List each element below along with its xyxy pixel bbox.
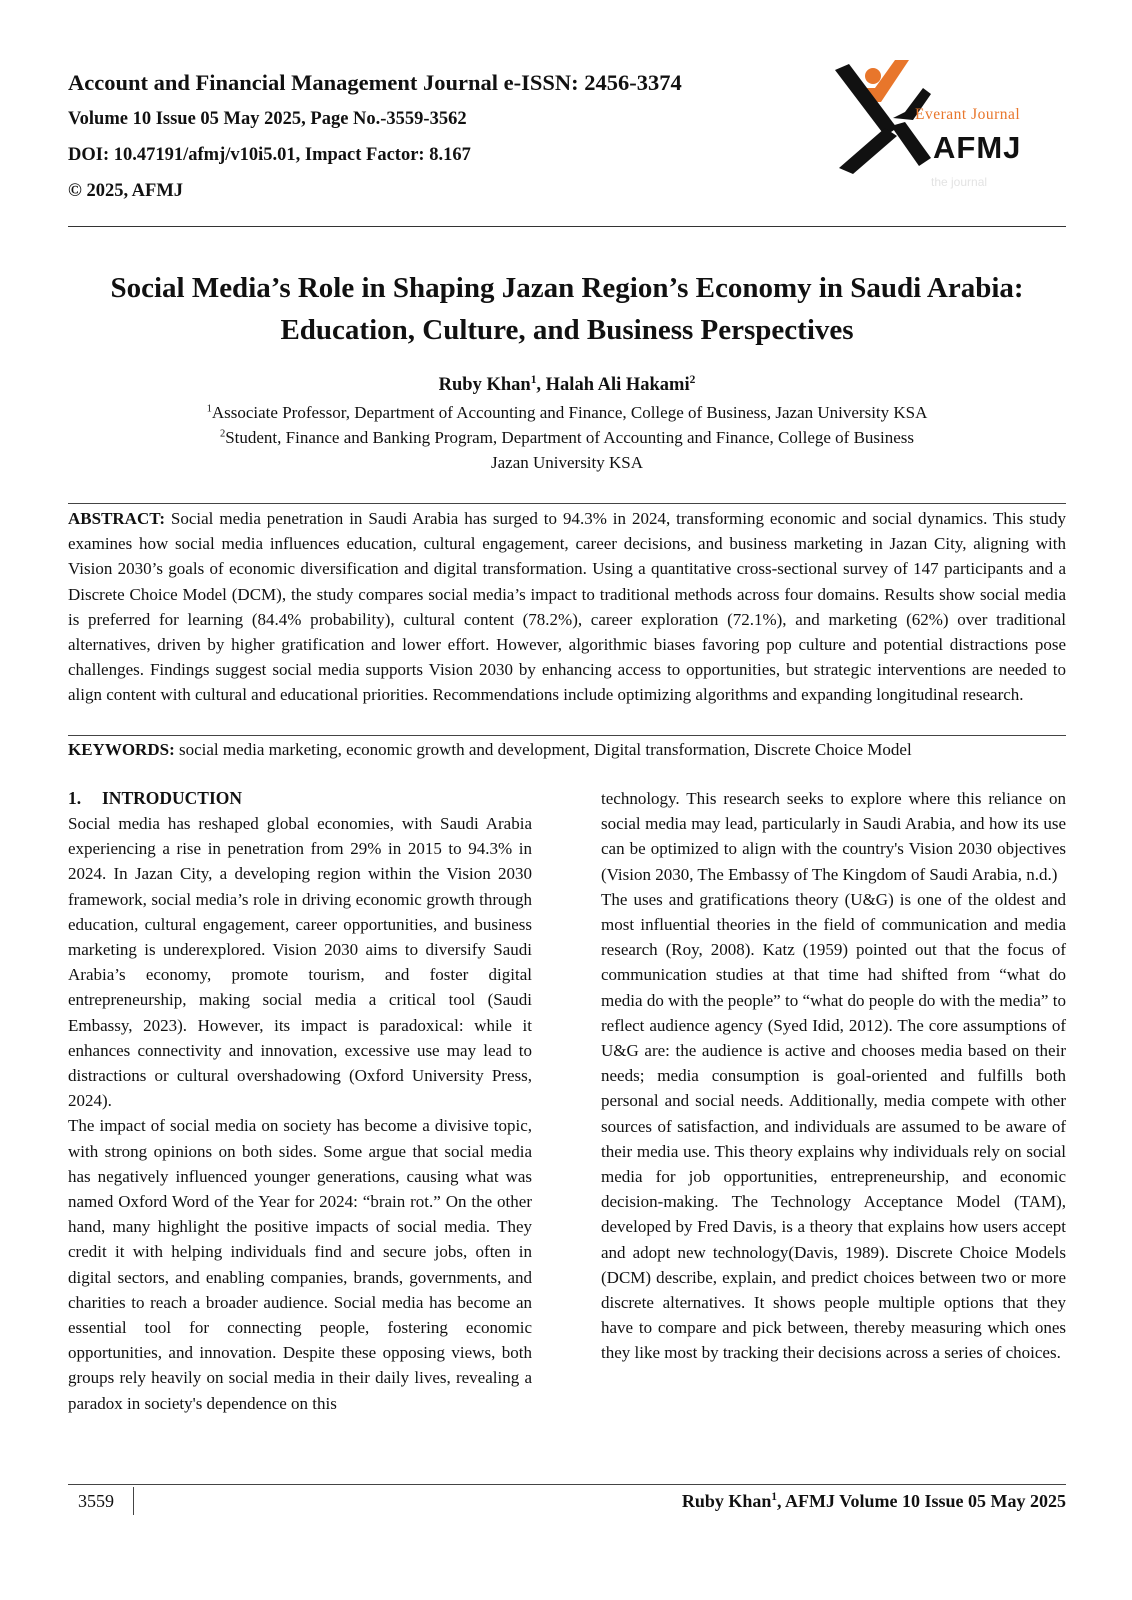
- journal-header: [68, 68, 788, 204]
- abstract-text: Social media penetration in Saudi Arabia has surged to 94.3% in 2024, transforming economic and social dynamics. This study examines how social media influences education, cultural engagement, career decisions, and business marketing in Jazan City, aligning with Vision 2030’s goals of economic diversification and digital transformation. Using a quantitative cross-sectional survey of 147 participants and a Discrete Choice Model (DCM), the study compares social media’s impact to traditional methods across four domains. Results show social media is preferred for learning (84.4% probability), cultural content (78.2%), career exploration (72.1%), and marketing (62%) over traditional alternatives, driven by higher gratification and lower effort. However, algorithmic biases favoring pop culture and potential distractions pose challenges. Findings suggest social media supports Vision 2030 by enhancing access to opportunities, but strategic interventions are needed to align content with cultural and educational priorities. Recommendations include optimizing algorithms and expanding longitudinal research.: [68, 509, 1066, 705]
- title-line-2: Education, Culture, and Business Perspectives: [280, 314, 854, 346]
- page-number-separator: [133, 1487, 134, 1515]
- keywords: [68, 737, 1066, 762]
- author-separator: ,: [536, 375, 546, 395]
- keywords-text: social media marketing, economic growth and development, Digital transformation, Discrete Choice Model: [174, 740, 912, 759]
- intro-paragraph-3: The uses and gratifications theory (U&G) is one of the oldest and most influential theories in the field of communication and media research (Roy, 2008). Katz (1959) pointed out that the focus of communication studies at that time had shifted from “what do media do with the people” to “what do people do with the media” to reflect audience agency (Syed Idid, 2012). The core assumptions of U&G are: the audience is active and chooses media based on their needs; media consumption is goal-oriented and fulfills both personal and social needs. Additionally, media compete with other sources of satisfaction, and individuals are assumed to be aware of their media use. This theory explains why individuals rely on social media for job opportunities, entrepreneurship, and economic decision-making. The Technology Acceptance Model (TAM), developed by Fred Davis, is a theory that explains how users accept and adopt new technology(Davis, 1989). Discrete Choice Models (DCM) describe, explain, and predict choices between two or more discrete alternatives. It shows people multiple options that they have to compare and pick between, thereby measuring which ones they like most by tracking their decisions across a series of choices.: [601, 889, 1066, 1363]
- author-1-sup: 1: [530, 373, 537, 386]
- affiliation-1: [68, 401, 1066, 425]
- author-2: Halah Ali Hakami: [545, 375, 690, 395]
- svg-text:the journal: the journal: [931, 175, 988, 189]
- footer-journal: , AFMJ Volume 10 Issue 05 May 2025: [776, 1491, 1066, 1511]
- volume-line: Volume 10 Issue 05 May 2025, Page No.-3559-3562: [68, 109, 467, 129]
- running-footer: [682, 1488, 1066, 1514]
- author-list: [68, 373, 1066, 397]
- author-1: Ruby Khan: [438, 375, 531, 395]
- journal-title-line: Account and Financial Management Journal e-ISSN: 2456-3374: [68, 70, 682, 95]
- abstract-bottom-rule: [68, 735, 1066, 736]
- doi-line: DOI: 10.47191/afmj/v10i5.01, Impact Factor: 8.167: [68, 145, 471, 165]
- logo-brand-text: Everant Journal: [915, 106, 1021, 123]
- footer-author-sup: 1: [771, 1491, 777, 1503]
- header-divider: [68, 226, 1066, 227]
- footer-author: Ruby Khan: [681, 1491, 772, 1511]
- abstract-label: ABSTRACT:: [68, 509, 165, 528]
- right-column: [601, 786, 1066, 1366]
- page-number: 3559: [78, 1491, 114, 1511]
- footer-divider: [68, 1484, 1066, 1485]
- intro-paragraph-1: Social media has reshaped global economies, with Saudi Arabia experiencing a rise in penetration from 29% in 2015 to 94.3% in 2024. In Jazan City, a developing region within the Vision 2030 framework, social media’s role in driving economic growth through education, cultural engagement, career opportunities, and business marketing is underexplored. Vision 2030 aims to diversify Saudi Arabia’s economy, promote tourism, and foster digital entrepreneurship, making social media a critical tool (Saudi Embassy, 2023). However, its impact is paradoxical: while it enhances connectivity and innovation, excessive use may lead to distractions or cultural overshadowing (Oxford University Press, 2024).: [68, 814, 532, 1111]
- left-column: [68, 786, 532, 1416]
- affiliation-2-sup: 2: [219, 428, 226, 440]
- author-2-sup: 2: [689, 373, 696, 386]
- affiliation-2-text: Student, Finance and Banking Program, Department of Accounting and Finance, College of Business: [225, 428, 915, 447]
- section-heading: [68, 786, 532, 811]
- logo-mark-icon: [835, 58, 1065, 198]
- title-line-1: Social Media’s Role in Shaping Jazan Region’s Economy in Saudi Arabia:: [110, 272, 1024, 304]
- affiliation-1-sup: 1: [206, 403, 212, 415]
- logo-abbr-text: AFMJ: [933, 130, 1022, 165]
- affiliation-1-text: Associate Professor, Department of Accounting and Finance, College of Business, Jazan University KSA: [211, 403, 928, 422]
- section-number: 1.: [68, 788, 82, 808]
- intro-paragraph-2: The impact of social media on society has become a divisive topic, with strong opinions on both sides. Some argue that social media has negatively influenced younger generations, causing what was named Oxford Word of the Year for 2024: “brain rot.” On the other hand, many highlight the positive impacts of social media. They credit it with helping individuals find and secure jobs, often in digital sectors, and enabling companies, brands, governments, and charities to reach a broader audience. Social media has become an essential tool for connecting people, fostering economic opportunities, and innovation. Despite these opposing views, both groups rely heavily on social media in their daily lives, revealing a paradox in society's dependence on this: [68, 1116, 532, 1413]
- affiliation-3: Jazan University KSA: [490, 453, 644, 472]
- intro-paragraph-2-continued: technology. This research seeks to explore where this reliance on social media may lead, particularly in Saudi Arabia, and how its use can be optimized to align with the country's Vision 2030 objectives (Vision 2030, The Embassy of The Kingdom of Saudi Arabia, n.d.): [601, 789, 1066, 884]
- abstract-top-rule: [68, 503, 1066, 504]
- section-title: INTRODUCTION: [102, 788, 243, 808]
- affiliation-2: [68, 426, 1066, 450]
- journal-logo: [835, 58, 1065, 198]
- keywords-label: KEYWORDS:: [68, 740, 175, 759]
- paper-title: [68, 267, 1066, 351]
- copyright-line: © 2025, AFMJ: [68, 181, 184, 201]
- abstract: [68, 506, 1066, 708]
